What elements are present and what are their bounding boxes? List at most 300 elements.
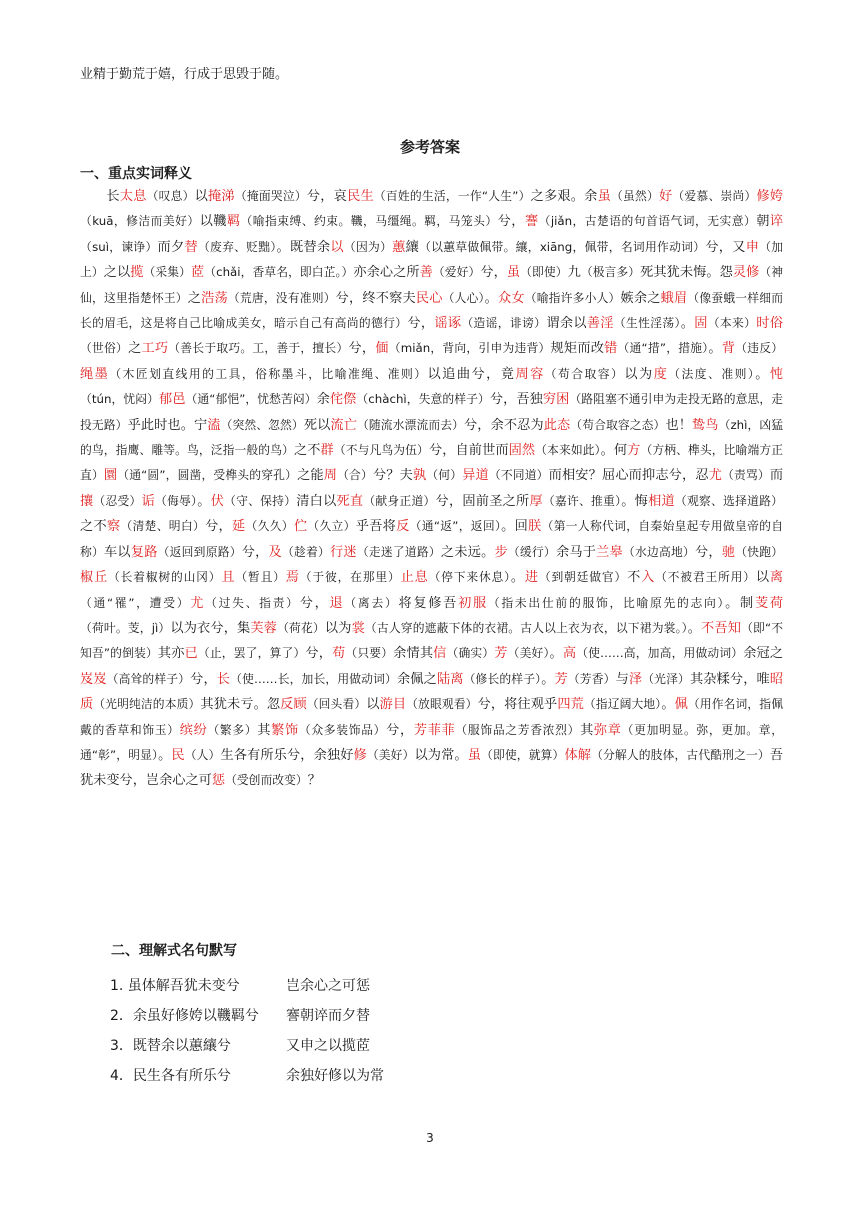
keyword-term: 虽 (467, 747, 482, 763)
gloss-note: （荷花） (277, 620, 325, 635)
keyword-term: 孰 (412, 468, 427, 484)
original-text: 吾犹未变兮，岂余心之可 (80, 747, 784, 789)
gloss-note: （久立） (307, 519, 356, 534)
gloss-note: （通“返”，返回） (409, 519, 502, 534)
gloss-note: （责骂） (722, 468, 770, 483)
original-text: 以为常。 (414, 747, 468, 763)
gloss-note: （趁着） (281, 544, 330, 559)
gloss-note: （更加明显。弥，更加。章，通“彰”，明显） (80, 722, 784, 762)
keyword-term: 反 (396, 519, 410, 535)
keyword-term: 伫 (293, 519, 308, 535)
keyword-term: 蛾眉 (660, 290, 688, 306)
gloss-note: （爱慕、崇尚） (672, 189, 757, 203)
original-text: 。 (755, 366, 770, 382)
original-text: 死以 (303, 417, 331, 433)
keyword-term: 驰 (721, 544, 736, 560)
original-text: 兮， (695, 544, 722, 560)
keyword-term: 穷困 (542, 392, 570, 408)
gloss-note: （止，罢了，算了） (197, 646, 306, 661)
original-text: 嫉余之 (620, 290, 661, 306)
keyword-term: 善 (419, 265, 433, 281)
keyword-term: 郁邑 (159, 392, 186, 408)
gloss-note: （繁多） (207, 722, 258, 737)
original-text: 兮， (407, 316, 435, 332)
gloss-note: （即“不知吾”的倒装） (80, 620, 784, 661)
original-text: 以鞿 (199, 214, 227, 230)
gloss-note: （水边高地） (622, 544, 696, 559)
original-text: 兮，哀 (306, 189, 348, 204)
keyword-term: 体解 (564, 747, 592, 763)
gloss-note: （miǎn，背向，引申为违背） (388, 341, 551, 356)
quote-row (110, 1006, 384, 1036)
original-text: ？ (307, 773, 321, 789)
gloss-note: （通“郁悒”，忧愁苦闷） (185, 392, 317, 407)
gloss-note: （kuā，修洁而美好） (80, 214, 200, 229)
keyword-term: 群 (320, 443, 334, 459)
gloss-note: （本来） (707, 316, 757, 331)
original-text: 兮，又 (705, 239, 746, 255)
original-text: 以追曲兮，竟 (427, 366, 516, 382)
original-text: 九 (567, 265, 581, 281)
keyword-term: 圜 (103, 468, 118, 484)
keyword-term: 及 (268, 544, 282, 560)
gloss-note: （服饰品之芳香浓烈） (455, 722, 581, 737)
gloss-note: （废弃、贬黜） (197, 239, 277, 254)
original-text: 兮， (497, 214, 525, 230)
keyword-term: 弥章 (593, 722, 622, 738)
keyword-term: 厚 (529, 493, 543, 509)
keyword-term: 芙蓉 (250, 620, 278, 636)
gloss-note: （于彼，在那里） (299, 570, 401, 585)
gloss-note: （即使） (520, 265, 568, 280)
keyword-term: 高 (562, 646, 577, 662)
quote-second-half: 謇朝谇而夕替 (286, 1008, 370, 1024)
gloss-note: （违反） (735, 341, 784, 356)
keyword-term: 修 (353, 747, 367, 763)
original-text: 兮， (241, 544, 269, 560)
quote-first-half: 1. 虽体解吾犹未变兮 (110, 978, 240, 994)
keyword-term: 初服 (458, 595, 488, 611)
original-text: 之不 (293, 443, 321, 459)
gloss-note: （修长的样子） (463, 671, 542, 686)
original-text: 兮， (348, 341, 376, 357)
original-text: 。 (158, 747, 172, 763)
original-text: 规矩而改 (550, 341, 605, 357)
gloss-note: （美好） (366, 747, 415, 762)
original-text: 朝 (756, 214, 770, 230)
gloss-note: （喻指许多小人） (524, 290, 621, 305)
gloss-note: （通“罹”，遭受） (80, 595, 191, 610)
gloss-note: （极言多） (580, 265, 641, 280)
gloss-note: （荷叶。芰，jì） (80, 620, 171, 635)
keyword-term: 太息 (119, 189, 147, 204)
original-text: 之不 (80, 519, 107, 535)
original-text: 兮，吾独 (489, 392, 543, 408)
keyword-term: 灵修 (732, 265, 760, 281)
quote-row (110, 976, 384, 1006)
gloss-note: （生性淫荡） (613, 316, 681, 331)
keyword-term: 民心 (415, 290, 443, 306)
keyword-term: 周容 (515, 366, 545, 382)
gloss-note: （不与凡鸟为伍） (333, 443, 429, 458)
keyword-term: 工巧 (141, 341, 169, 357)
original-text: 之多艰。余 (530, 189, 598, 204)
original-text: 。 (687, 620, 702, 636)
keyword-term: 陆离 (436, 671, 464, 687)
keyword-term: 蕙 (392, 239, 406, 255)
original-text: 清白以 (296, 493, 337, 509)
gloss-note: （只要） (345, 646, 394, 661)
original-text: 兮，自前世而 (428, 443, 509, 459)
gloss-note: （返回到原路） (157, 544, 242, 559)
original-text: 以 (194, 189, 209, 204)
quote-list (110, 976, 384, 1096)
gloss-note: （世俗） (80, 341, 129, 356)
gloss-note: （法度、准则） (668, 366, 756, 381)
gloss-note: （像蚕蛾一样细而长的眉毛，这是将自己比喻成美女，暗示自己有高尚的德行） (80, 290, 784, 331)
keyword-term: 退 (329, 595, 345, 611)
keyword-term: 谇 (769, 214, 784, 230)
keyword-term: 反顾 (280, 697, 307, 713)
original-text: 。 (661, 697, 675, 713)
gloss-note: （即使，就算） (481, 747, 565, 762)
section-heading-vocabulary: 一、重点实词释义 (80, 166, 192, 182)
keyword-term: 民 (171, 747, 185, 763)
keyword-term: 入 (641, 570, 656, 586)
quote-second-half: 余独好修以为常 (286, 1068, 384, 1084)
original-text: 。 (549, 646, 563, 662)
gloss-note: （加上） (80, 239, 784, 280)
keyword-term: 裳 (351, 620, 365, 636)
original-text: 。 (680, 316, 695, 332)
annotated-paragraph (80, 184, 783, 794)
original-text: 乎吾将 (355, 519, 397, 535)
keyword-term: 善淫 (586, 316, 614, 332)
original-text: 死其犹未悔。怨 (640, 265, 733, 281)
keyword-term: 民生 (347, 189, 374, 204)
keyword-term: 昭质 (80, 671, 784, 713)
keyword-term: 謇 (524, 214, 539, 230)
keyword-term: 复路 (130, 544, 158, 560)
gloss-note: （采集） (143, 265, 191, 280)
gloss-note: （使……长，加长，用做动词） (230, 671, 397, 686)
section-heading-quotes: 二、理解式名句默写 (111, 943, 237, 959)
keyword-term: 泽 (628, 671, 643, 687)
gloss-note: （清楚、明白） (120, 519, 206, 534)
original-text: 余 (316, 392, 330, 408)
original-text: 以 (755, 570, 770, 586)
original-text: 兮，终不察夫 (335, 290, 416, 306)
original-text: 不 (627, 570, 642, 586)
keyword-term: 度 (653, 366, 669, 382)
gloss-note: （因为） (343, 239, 393, 254)
keyword-term: 进 (524, 570, 539, 586)
original-text: 。何 (600, 443, 628, 459)
keyword-term: 四荒 (557, 697, 584, 713)
keyword-term: 焉 (285, 570, 300, 586)
gloss-note: （掩面哭泣） (234, 189, 307, 203)
gloss-note: （百姓的生活，一作“人生”） (373, 189, 531, 203)
keyword-term: 长 (216, 671, 231, 687)
original-text: 。既替余 (276, 239, 331, 255)
keyword-term: 芰荷 (754, 595, 784, 611)
original-text: 。悔 (621, 493, 649, 509)
gloss-note: （指辽阔大地） (583, 697, 662, 712)
gloss-note: （tún，忧闷） (80, 392, 159, 407)
keyword-term: 流亡 (330, 417, 357, 433)
gloss-note: （走迷了道路） (356, 544, 441, 559)
original-text: 纕 (405, 239, 420, 255)
gloss-note: （合） (337, 468, 373, 483)
gloss-note: （不被君王所用） (655, 570, 756, 585)
keyword-term: 兰皋 (596, 544, 623, 560)
original-text: 兮， (480, 265, 507, 281)
original-text: 其犹未亏。忽 (200, 697, 281, 713)
original-text: 其杂糅兮，唯 (689, 671, 770, 687)
keyword-term: 方 (627, 443, 641, 459)
keyword-term: 延 (232, 519, 246, 535)
gloss-note: （叹息） (146, 189, 195, 203)
keyword-term: 掩涕 (208, 189, 235, 204)
keyword-term: 忳 (769, 366, 784, 382)
original-text: 之以 (103, 265, 131, 281)
gloss-note: （到朝廷做官） (538, 570, 628, 585)
page-number: 3 (426, 1131, 434, 1145)
keyword-term: 虽 (597, 189, 611, 204)
keyword-term: 察 (106, 519, 121, 535)
gloss-note: （过失、指责） (205, 595, 300, 610)
gloss-note: （荒唐，没有准则） (227, 290, 336, 305)
keyword-term: 以 (330, 239, 344, 255)
gloss-note: （指未出仕前的服饰，比喻原先的志向） (487, 595, 726, 610)
gloss-note: （通“圆”，圆凿，受榫头的穿孔） (117, 468, 298, 483)
original-text: 。 (484, 290, 498, 306)
gloss-note: （苟合取容） (544, 366, 625, 381)
quote-first-half: 2．余虽好修姱以鞿羁兮 (110, 1008, 259, 1024)
original-text: 。 (510, 570, 525, 586)
gloss-note: （侮辱） (154, 493, 198, 508)
original-text: 兮，将往观乎 (477, 697, 558, 713)
keyword-term: 替 (184, 239, 198, 255)
gloss-note: （分解人的肢体，古代酷刑之一） (591, 747, 770, 762)
keyword-term: 相道 (648, 493, 675, 509)
quote-row (110, 1066, 384, 1096)
original-text: 之未远。 (440, 544, 495, 560)
original-text: 兮，固前圣之所 (435, 493, 530, 509)
keyword-term: 诟 (141, 493, 155, 509)
keyword-term: 离 (769, 570, 784, 586)
gloss-note: （chǎi，香草名，即白芷。） (204, 265, 354, 280)
keyword-term: 绳墨 (80, 366, 110, 382)
original-text: 余冠之 (743, 646, 784, 662)
gloss-note: （久久） (245, 519, 294, 534)
original-text: 兮， (190, 671, 217, 687)
gloss-note: （本来如此） (535, 443, 601, 458)
original-text: 。回 (501, 519, 529, 535)
gloss-note: （何） (426, 468, 463, 483)
gloss-note: （献身正道） (363, 493, 436, 508)
keyword-term: 固 (694, 316, 708, 332)
original-text: 余情其 (393, 646, 434, 662)
gloss-note: （古人穿的遮蔽下体的衣裙。古人以上衣为衣，以下裙为裳。） (364, 620, 688, 635)
gloss-note: （jiǎn，古楚语的句首语气词，无实意） (538, 214, 757, 229)
gloss-note: （离去） (344, 595, 399, 610)
gloss-note: （不同道） (488, 468, 549, 483)
keyword-term: 好 (659, 189, 673, 204)
keyword-term: 佩 (674, 697, 688, 713)
keyword-term: 羁 (226, 214, 241, 230)
original-text: 车以 (104, 544, 131, 560)
gloss-note: （光泽） (642, 671, 690, 686)
keyword-term: 伏 (210, 493, 225, 509)
gloss-note: （喻指束缚、约束。鞿，马缰绳。羁，马笼头） (240, 214, 498, 229)
gloss-note: （用作名词，指佩戴的香草和饰玉） (80, 697, 784, 737)
original-text: 生各有所乐兮，余独好 (220, 747, 354, 763)
gloss-note: （路阻塞不通引申为走投无路的意思，走投无路） (80, 392, 784, 432)
keyword-term: 浩荡 (201, 290, 228, 306)
keyword-term: 周 (323, 468, 338, 484)
keyword-term: 谣诼 (434, 316, 462, 332)
original-text: 以为衣兮，集 (170, 620, 251, 636)
gloss-note: （放眼观看） (406, 697, 478, 712)
quote-row (110, 1036, 384, 1066)
gloss-note: （快跑） (735, 544, 784, 559)
original-text: 亦余心之所 (353, 265, 420, 281)
keyword-term: 偭 (375, 341, 389, 357)
keyword-term: 信 (433, 646, 447, 662)
gloss-note: （方柄、榫头，比喻端方正直） (80, 443, 784, 483)
gloss-note: （神仙，这里指楚怀王） (80, 265, 784, 305)
original-text: 其 (580, 722, 594, 738)
keyword-term: 且 (221, 570, 236, 586)
original-text: 也！ (665, 417, 693, 433)
keyword-term: 揽 (130, 265, 144, 281)
keyword-term: 众女 (498, 290, 525, 306)
keyword-term: 惩 (211, 773, 226, 789)
top-line: 业精于勤荒于嬉，行成于思毁于随。 (80, 67, 289, 82)
gloss-note: （长着椒树的山冈） (107, 570, 222, 585)
gloss-note: （确实） (446, 646, 495, 661)
keyword-term: 固然 (508, 443, 536, 459)
keyword-term: 尤 (190, 595, 206, 611)
original-text: 兮，余不忍为 (464, 417, 544, 433)
original-text: 将复修吾 (398, 595, 459, 611)
gloss-note: （爱好） (432, 265, 481, 280)
quote-second-half: 岂余心之可惩 (286, 978, 370, 994)
keyword-term: 已 (184, 646, 198, 662)
keyword-term: 止息 (400, 570, 429, 586)
gloss-note: （善长于取巧。工，善于，擅长） (168, 341, 349, 356)
gloss-note: （光明纯洁的本质） (93, 697, 201, 712)
keyword-term: 朕 (528, 519, 542, 535)
gloss-note: （苟合取容之态） (570, 417, 666, 432)
keyword-term: 茝 (190, 265, 205, 281)
original-text: 余马于 (555, 544, 597, 560)
keyword-term: 步 (494, 544, 508, 560)
keyword-term: 攘 (80, 493, 94, 509)
original-text: 之能 (297, 468, 324, 484)
keyword-term: 时俗 (756, 316, 783, 332)
keyword-term: 芳 (494, 646, 508, 662)
gloss-note: （木匠划直线用的工具，俗称墨斗，比喻准绳、准则） (109, 366, 428, 381)
original-text: 之 (128, 341, 142, 357)
original-text: 兮， (386, 722, 414, 738)
keyword-term: 背 (721, 341, 736, 357)
keyword-term: 繁饰 (271, 722, 299, 738)
quote-first-half: 3．既替余以蕙纕兮 (110, 1038, 231, 1054)
keyword-term: 虽 (506, 265, 521, 281)
gloss-note: （受创而改变） (225, 773, 308, 788)
gloss-note: （随流水漂流而去） (356, 417, 465, 432)
keyword-term: 游目 (379, 697, 407, 713)
keyword-term: 修姱 (756, 189, 784, 204)
gloss-note: （通“措”，措施） (617, 341, 709, 356)
keyword-term: 死直 (336, 493, 364, 509)
gloss-note: （暂且） (235, 570, 286, 585)
original-text: 兮， (305, 646, 333, 662)
original-text: 其 (257, 722, 272, 738)
keyword-term: 申 (745, 239, 760, 255)
gloss-note: （嘉许、推重） (542, 493, 622, 508)
gloss-note: （虽然） (610, 189, 660, 203)
original-text: 。制 (725, 595, 755, 611)
quote-first-half: 4．民生各有所乐兮 (110, 1068, 231, 1084)
original-text: 余佩之 (396, 671, 437, 687)
original-text: 以为 (624, 366, 654, 382)
keyword-term: 溘 (207, 417, 221, 433)
gloss-note: （芳香） (567, 671, 616, 686)
gloss-note: （忍受） (93, 493, 142, 508)
quote-second-half: 又申之以揽茝 (286, 1038, 370, 1054)
gloss-note: （观察、选择道路） (674, 493, 783, 508)
original-text: 长 (106, 189, 120, 204)
keyword-term: 此态 (543, 417, 571, 433)
keyword-term: 鸷鸟 (692, 417, 719, 433)
original-text: 兮， (205, 519, 233, 535)
original-text: 其亦 (157, 646, 185, 662)
gloss-note: （以蕙草做佩带。纕，xiāng，佩带，名词用作动词） (419, 239, 706, 254)
original-text: 而夕 (157, 239, 185, 255)
gloss-note: （停下来休息） (428, 570, 511, 585)
original-text: 兮， (299, 595, 330, 611)
keyword-term: 缤纷 (179, 722, 208, 738)
gloss-note: （缓行） (507, 544, 556, 559)
original-text: 而相安？屈心而抑志兮，忍 (548, 468, 709, 484)
gloss-note: （人） (184, 747, 221, 762)
original-text: 以 (366, 697, 380, 713)
gloss-note: （造谣，诽谤） (461, 316, 547, 331)
original-text: 而 (769, 468, 784, 484)
keyword-term: 芳菲菲 (413, 722, 456, 738)
keyword-term: 尤 (708, 468, 723, 484)
gloss-note: （人心） (442, 290, 485, 305)
gloss-note: （chàchì，失意的样子） (356, 392, 490, 407)
keyword-term: 岌岌 (80, 671, 107, 687)
gloss-note: （第一人称代词，自秦始皇起专用做皇帝的自称） (80, 519, 784, 559)
keyword-term: 错 (604, 341, 618, 357)
gloss-note: （回头看） (306, 697, 367, 712)
keyword-term: 椒丘 (80, 570, 108, 586)
keyword-term: 苟 (332, 646, 346, 662)
original-text: 谓余以 (546, 316, 587, 332)
original-text: 与 (615, 671, 629, 687)
keyword-term: 异道 (462, 468, 489, 484)
original-text: 。 (708, 341, 722, 357)
keyword-term: 侘傺 (329, 392, 357, 408)
gloss-note: （美好） (507, 646, 550, 661)
keyword-term: 芳 (554, 671, 568, 687)
gloss-note: （使……高，加高，用做动词） (576, 646, 744, 661)
